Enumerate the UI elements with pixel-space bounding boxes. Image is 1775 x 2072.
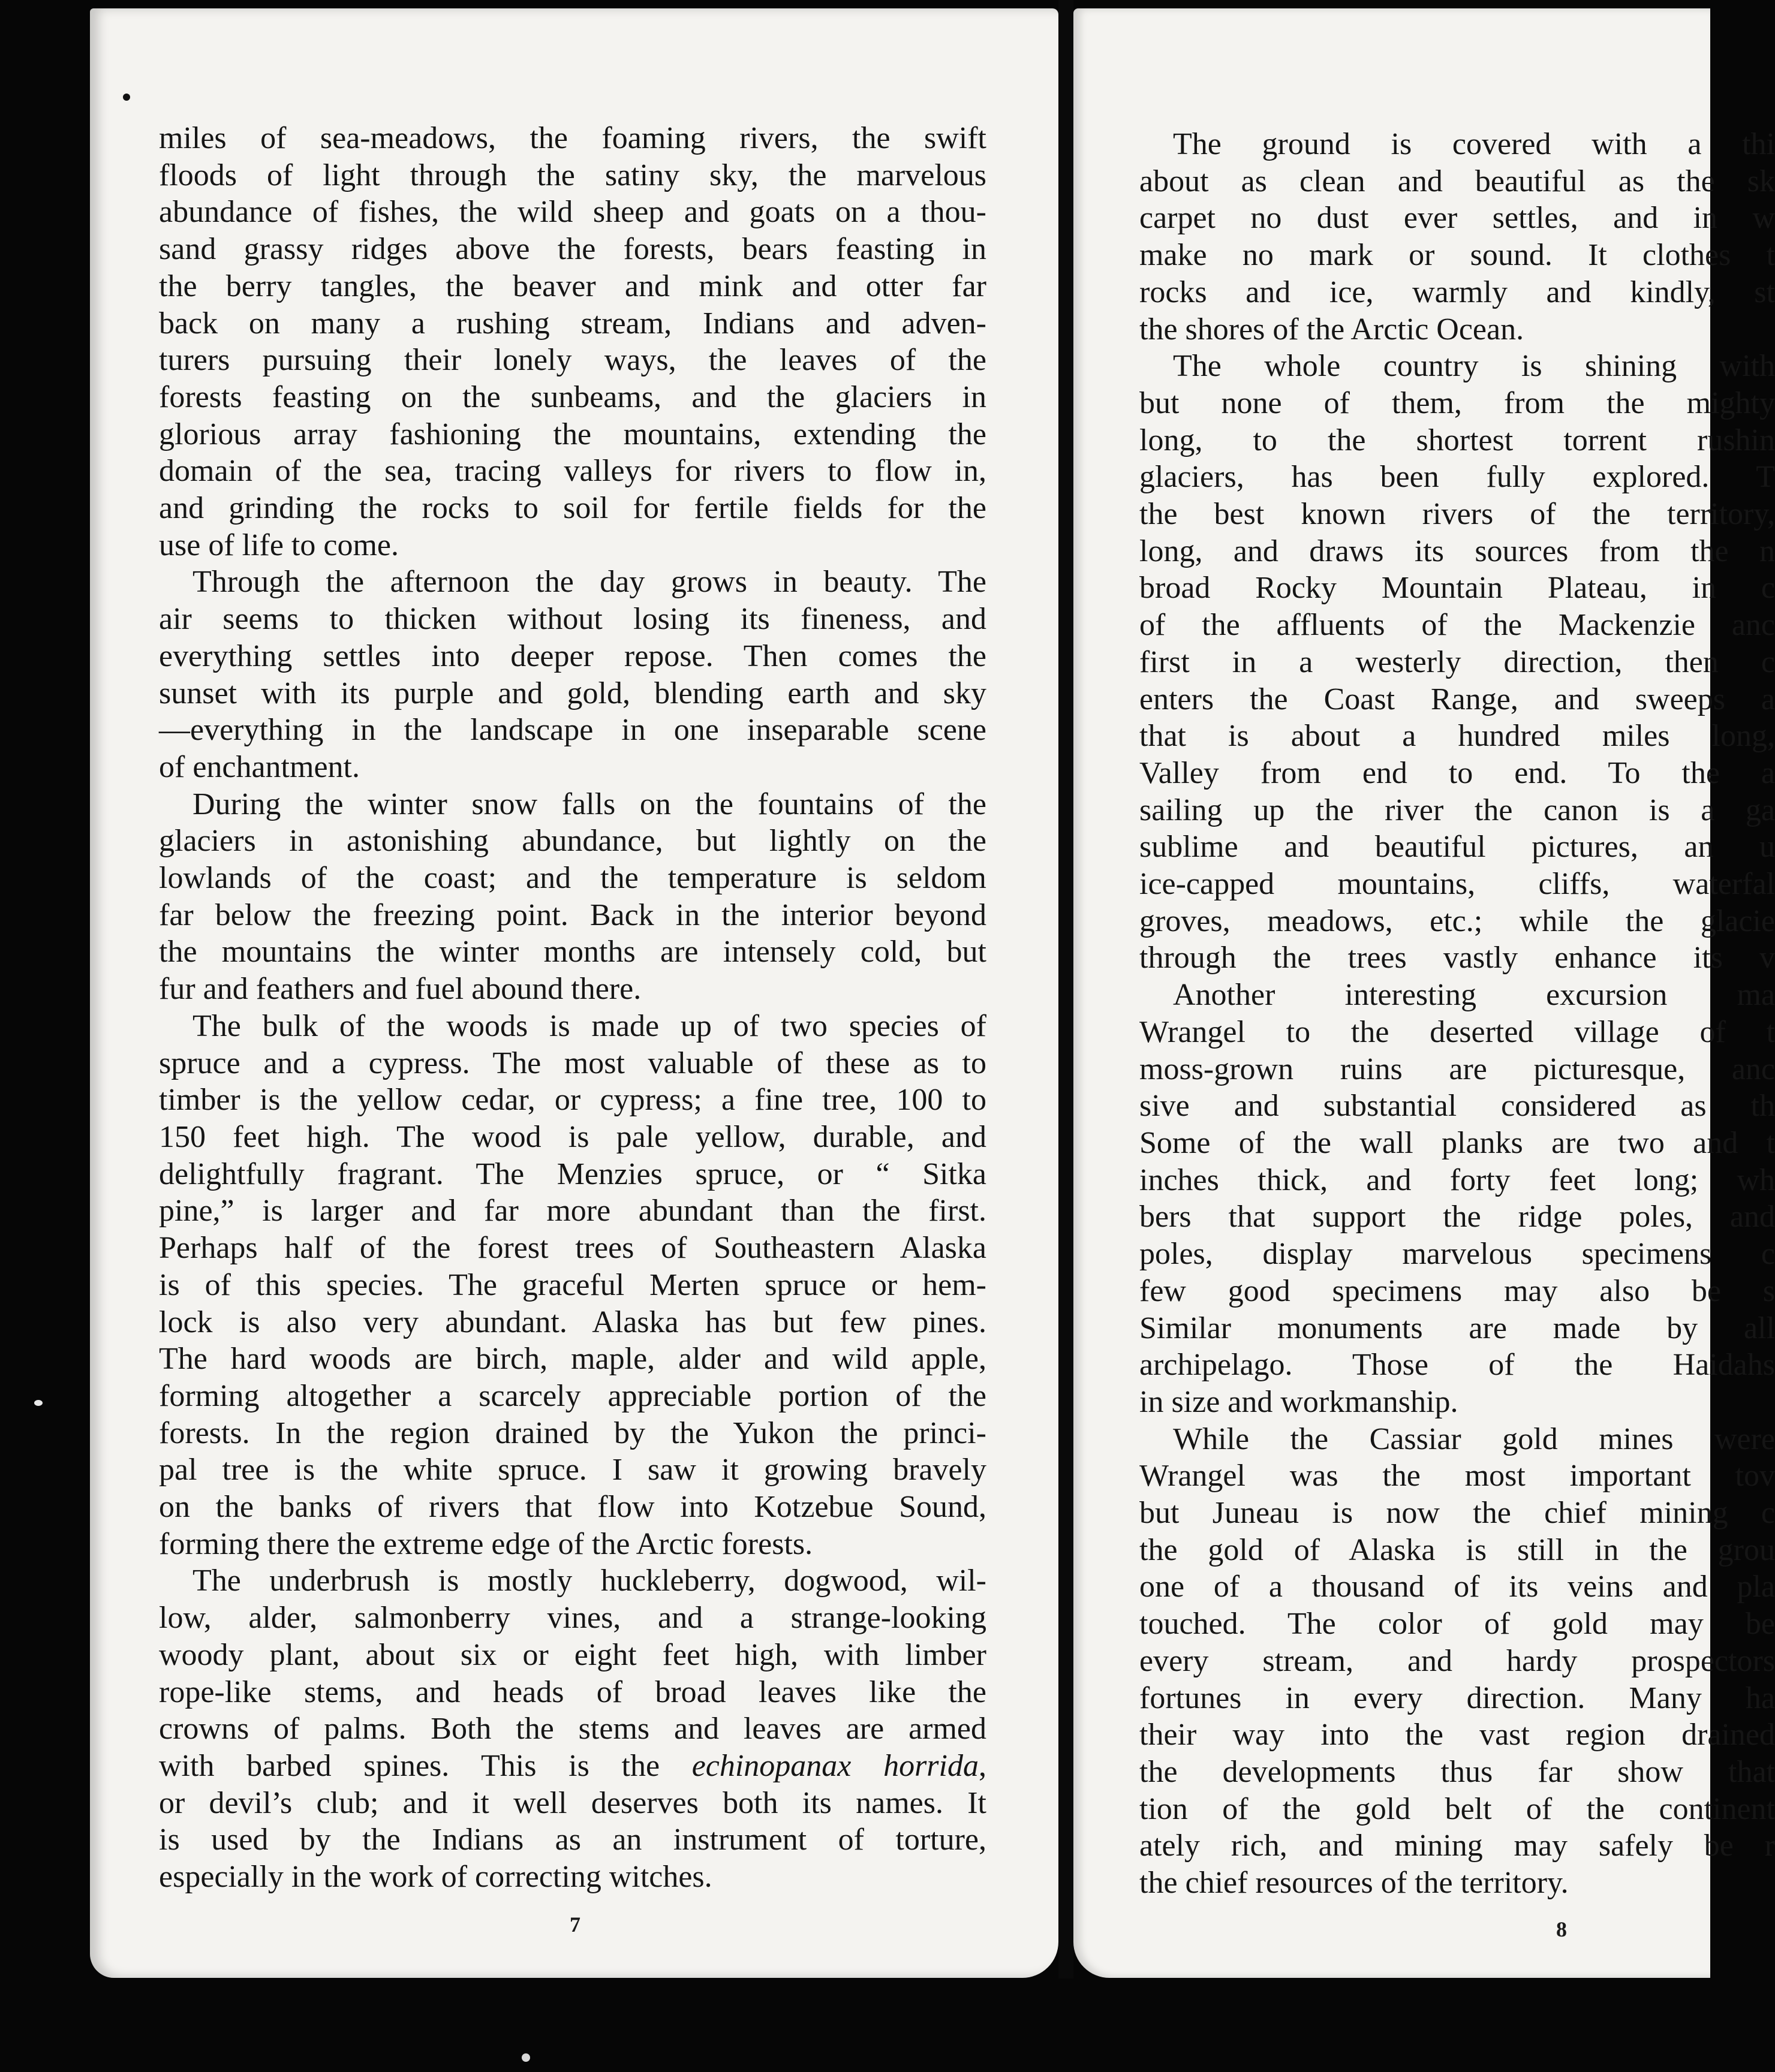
text-line: The whole country is shining with — [1173, 349, 1775, 384]
text-line: their way into the vast region drained — [1139, 1718, 1775, 1752]
text-line: tion of the gold belt of the continent — [1139, 1791, 1775, 1826]
text-line: low, alder, salmonberry vines, and a strange-looking — [159, 1601, 986, 1636]
text-line: the mountains the winter months are intensely cold, but — [159, 935, 986, 969]
text-line: 150 feet high. The wood is pale yellow, durable, and — [159, 1119, 986, 1154]
text-line: the gold of Alaska is still in the grou — [1139, 1532, 1775, 1567]
edge-speck — [522, 2053, 530, 2062]
text-line: fortunes in every direction. Many ha — [1139, 1681, 1775, 1715]
margin-speck — [123, 94, 130, 101]
text-line: sand grassy ridges above the forests, bears feasting in — [159, 232, 986, 267]
text-line: back on many a rushing stream, Indians and adven- — [159, 306, 986, 341]
text-line: far below the freezing point. Back in the interior beyond — [159, 898, 986, 932]
left-page-number: 7 — [570, 1913, 580, 1937]
text-line: of enchantment. — [159, 749, 360, 784]
text-line: forming altogether a scarcely appreciable portion of the — [159, 1378, 986, 1413]
text-line: or devil’s club; and it well deserves both its names. It — [159, 1785, 986, 1820]
text-line: the best known rivers of the territory, — [1139, 497, 1775, 532]
text-line: through the trees vastly enhance its v — [1139, 941, 1775, 975]
text-line: The underbrush is mostly huckleberry, dogwood, wil- — [192, 1564, 986, 1598]
text-line: Wrangel was the most important tov — [1139, 1459, 1775, 1493]
text-line: fur and feathers and fuel abound there. — [159, 972, 642, 1007]
text-line: poles, display marvelous specimens c — [1139, 1237, 1775, 1272]
text-line: everything settles into deeper repose. Then comes the — [159, 639, 986, 673]
text-line: enters the Coast Range, and sweeps a — [1139, 682, 1775, 716]
text-line: of the affluents of the Mackenzie anc — [1139, 608, 1775, 643]
text-line: forests. In the region drained by the Yukon the princi- — [159, 1416, 986, 1450]
text-line: one of a thousand of its veins and pla — [1139, 1570, 1775, 1604]
text-line: rope-like stems, and heads of broad leaves like the — [159, 1675, 986, 1709]
left-page — [90, 8, 1058, 1978]
text-line: that is about a hundred miles long, — [1139, 719, 1775, 754]
text-line: moss-grown ruins are picturesque, anc — [1139, 1052, 1775, 1086]
left-page-text — [159, 120, 986, 1896]
text-line: use of life to come. — [159, 528, 399, 562]
text-line: forests feasting on the sunbeams, and the glaciers in — [159, 380, 986, 414]
text-line: archipelago. Those of the Haidahs — [1139, 1348, 1775, 1383]
text-line: pine,” is larger and far more abundant than the first. — [159, 1194, 986, 1228]
text-line: make no mark or sound. It clothes t — [1139, 238, 1775, 273]
text-line: Valley from end to end. To the a — [1139, 755, 1775, 790]
text-line: the chief resources of the territory. — [1139, 1866, 1569, 1901]
text-line: The ground is covered with a thi — [1173, 127, 1775, 161]
text-line: crowns of palms. Both the stems and leaves are armed — [159, 1712, 986, 1746]
text-line: During the winter snow falls on the fountains of the — [192, 787, 986, 821]
text-line: sailing up the river the canon is a ga — [1139, 793, 1775, 827]
text-line: The bulk of the woods is made up of two species of — [192, 1008, 986, 1043]
text-line: in size and workmanship. — [1139, 1384, 1458, 1419]
text-line: every stream, and hardy prospectors — [1139, 1643, 1775, 1678]
text-line: Wrangel to the deserted village of t — [1139, 1014, 1775, 1049]
book-gutter — [1058, 0, 1073, 1978]
text-line: about as clean and beautiful as the sk — [1139, 164, 1775, 198]
text-line: rocks and ice, warmly and kindly, st — [1139, 275, 1775, 309]
text-line: spruce and a cypress. The most valuable of these as to — [159, 1046, 986, 1080]
text-line: especially in the work of correcting witches. — [159, 1860, 712, 1895]
text-line: carpet no dust ever settles, and in w — [1139, 201, 1775, 236]
text-line: Similar monuments are made by all — [1139, 1311, 1775, 1345]
text-line: floods of light through the satiny sky, the marvelous — [159, 158, 986, 192]
text-line: but Juneau is now the chief mining c — [1139, 1496, 1775, 1531]
text-line: Perhaps half of the forest trees of Southeastern Alaska — [159, 1231, 986, 1266]
italic-term: echinopanax horrida — [691, 1748, 979, 1783]
text-line: pal tree is the white spruce. I saw it growing bravely — [159, 1453, 986, 1487]
text-line: and grinding the rocks to soil for fertile fields for the — [159, 491, 986, 526]
text-line: but none of them, from the mighty — [1139, 386, 1775, 420]
text-line: the shores of the Arctic Ocean. — [1139, 312, 1524, 347]
text-line: The hard woods are birch, maple, alder and wild apple, — [159, 1342, 986, 1377]
text-line: abundance of fishes, the wild sheep and goats on a thou- — [159, 195, 986, 230]
text-line: lowlands of the coast; and the temperature is seldom — [159, 861, 986, 896]
text-line: forming there the extreme edge of the Arctic forests. — [159, 1526, 813, 1561]
text-line: Some of the wall planks are two and t — [1139, 1125, 1775, 1160]
text-line: ately rich, and mining may safely be r — [1139, 1829, 1775, 1863]
text-line: sunset with its purple and gold, blending earth and sky — [159, 676, 986, 710]
text-line: the berry tangles, the beaver and mink and otter far — [159, 269, 986, 303]
text-line: is used by the Indians as an instrument of torture, — [159, 1823, 986, 1857]
text-line: lock is also very abundant. Alaska has but few pines. — [159, 1305, 986, 1339]
text-line: glaciers, has been fully explored. T — [1139, 460, 1775, 495]
text-line: Through the afternoon the day grows in beauty. The — [192, 565, 986, 600]
text-line: long, to the shortest torrent rushin — [1139, 423, 1775, 457]
italic-term-punctuation: , — [979, 1748, 986, 1783]
text-line: with barbed spines. This is the echinopanax horrida, — [159, 1748, 986, 1783]
text-line: sive and substantial considered as th — [1139, 1089, 1775, 1124]
text-line: —everything in the landscape in one inseparable scene — [159, 713, 986, 748]
edge-speck — [34, 1400, 43, 1406]
text-line: woody plant, about six or eight feet high, with limber — [159, 1637, 986, 1672]
text-line: timber is the yellow cedar, or cypress; a fine tree, 100 to — [159, 1083, 986, 1118]
right-page-text — [1139, 126, 1775, 1902]
text-line: bers that support the ridge poles, and — [1139, 1200, 1775, 1234]
text-line: glaciers in astonishing abundance, but lightly on the — [159, 824, 986, 859]
text-line: domain of the sea, tracing valleys for rivers to flow in, — [159, 454, 986, 489]
text-line: inches thick, and forty feet long; wh — [1139, 1163, 1775, 1197]
text-line: Another interesting excursion ma — [1173, 978, 1775, 1013]
text-line: long, and draws its sources from the n — [1139, 534, 1775, 568]
text-line: glorious array fashioning the mountains, extending the — [159, 417, 986, 451]
text-line: sublime and beautiful pictures, an u — [1139, 830, 1775, 865]
text-line: turers pursuing their lonely ways, the leaves of the — [159, 343, 986, 378]
text-line: broad Rocky Mountain Plateau, in c — [1139, 571, 1775, 606]
text-line: the developments thus far show that — [1139, 1754, 1775, 1789]
text-line: delightfully fragrant. The Menzies spruce, or “ Sitka — [159, 1157, 986, 1191]
text-line: is of this species. The graceful Merten spruce or hem- — [159, 1267, 986, 1302]
text-line: air seems to thicken without losing its fineness, and — [159, 602, 986, 637]
text-line: few good specimens may also be s — [1139, 1273, 1775, 1308]
right-page-number: 8 — [1556, 1917, 1567, 1941]
text-line: first in a westerly direction, then c — [1139, 645, 1775, 679]
text-line: touched. The color of gold may be — [1139, 1607, 1775, 1642]
text-line: miles of sea-meadows, the foaming rivers, the swift — [159, 121, 986, 155]
right-page — [1073, 8, 1775, 1978]
text-line: ice-capped mountains, cliffs, waterfal — [1139, 867, 1775, 902]
text-line: While the Cassiar gold mines were — [1173, 1422, 1775, 1456]
text-line: on the banks of rivers that flow into Kotzebue Sound, — [159, 1490, 986, 1525]
text-line: groves, meadows, etc.; while the glacie — [1139, 904, 1775, 938]
